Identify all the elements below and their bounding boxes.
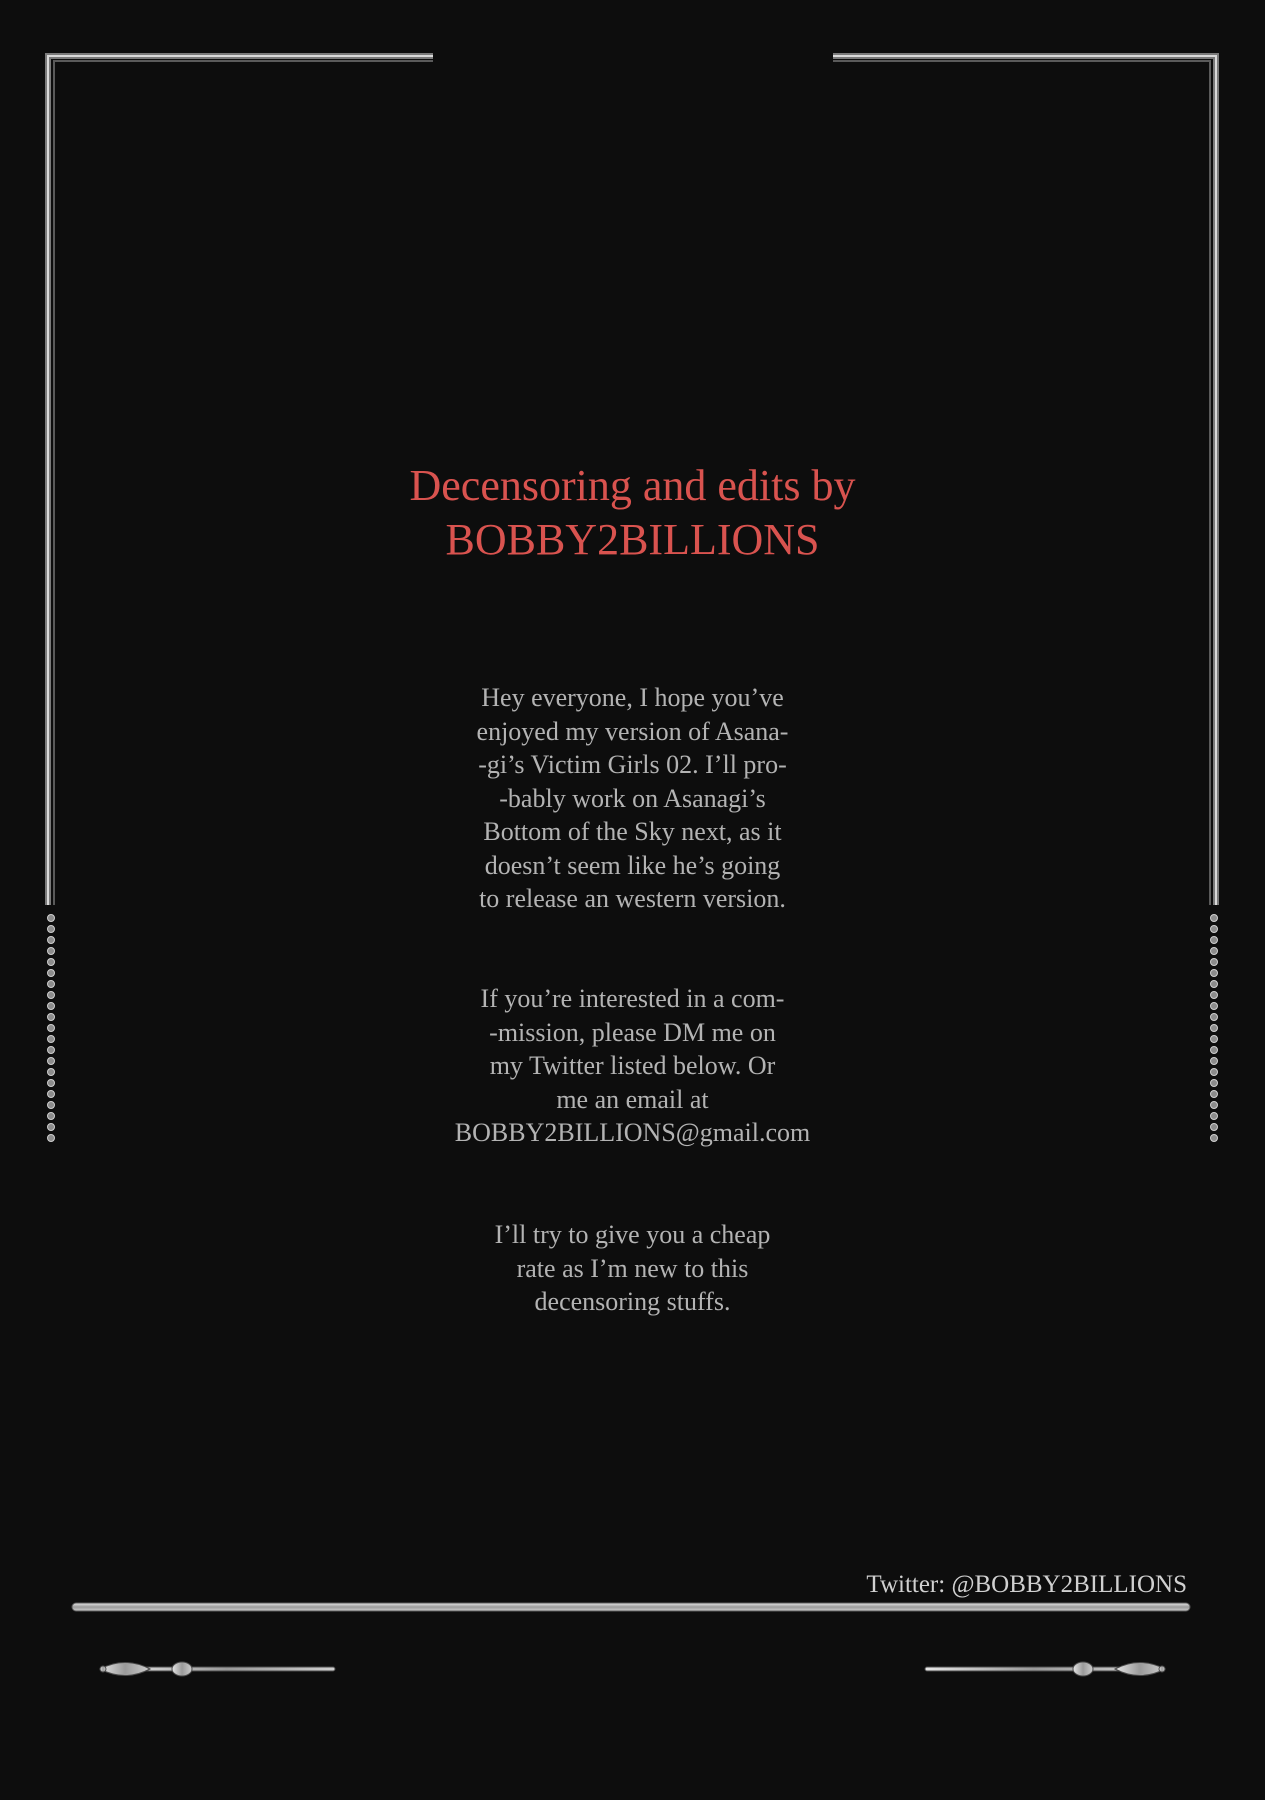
page-title — [0, 459, 1265, 567]
text-line: -gi’s Victim Girls 02. I’ll pro- — [478, 750, 787, 779]
text-line: -mission, please DM me on — [489, 1017, 776, 1047]
twitter-handle[interactable]: Twitter: @BOBBY2BILLIONS — [866, 1571, 1187, 1598]
rate-paragraph — [0, 1218, 1265, 1319]
text-line: enjoyed my version of Asana- — [476, 716, 789, 746]
text-line: Hey everyone, I hope you’ve — [481, 683, 784, 712]
text-line: to release an western version. — [479, 884, 786, 913]
commission-paragraph — [0, 982, 1265, 1150]
text-line: rate as I’m new to this — [516, 1253, 749, 1283]
text-line: If you’re interested in a com- — [480, 984, 785, 1013]
title-line: Decensoring and edits by — [409, 461, 856, 510]
title-line: BOBBY2BILLIONS — [445, 515, 820, 564]
text-line: doesn’t seem like he’s going — [484, 850, 781, 880]
text-line: decensoring stuffs. — [534, 1287, 731, 1316]
ornament-bottom-left — [100, 1662, 335, 1676]
intro-paragraph — [0, 681, 1265, 916]
text-line: Bottom of the Sky next, as it — [483, 817, 782, 846]
text-line: I’ll try to give you a cheap — [494, 1220, 771, 1249]
email-address[interactable]: BOBBY2BILLIONS@gmail.com — [454, 1118, 811, 1147]
text-line: my Twitter listed below. Or — [489, 1051, 776, 1080]
ornament-bottom-right — [925, 1662, 1165, 1676]
text-line: -bably work on Asanagi’s — [499, 783, 766, 813]
frame-bottom-bar — [72, 1603, 1190, 1611]
text-line: me an email at — [556, 1084, 709, 1114]
